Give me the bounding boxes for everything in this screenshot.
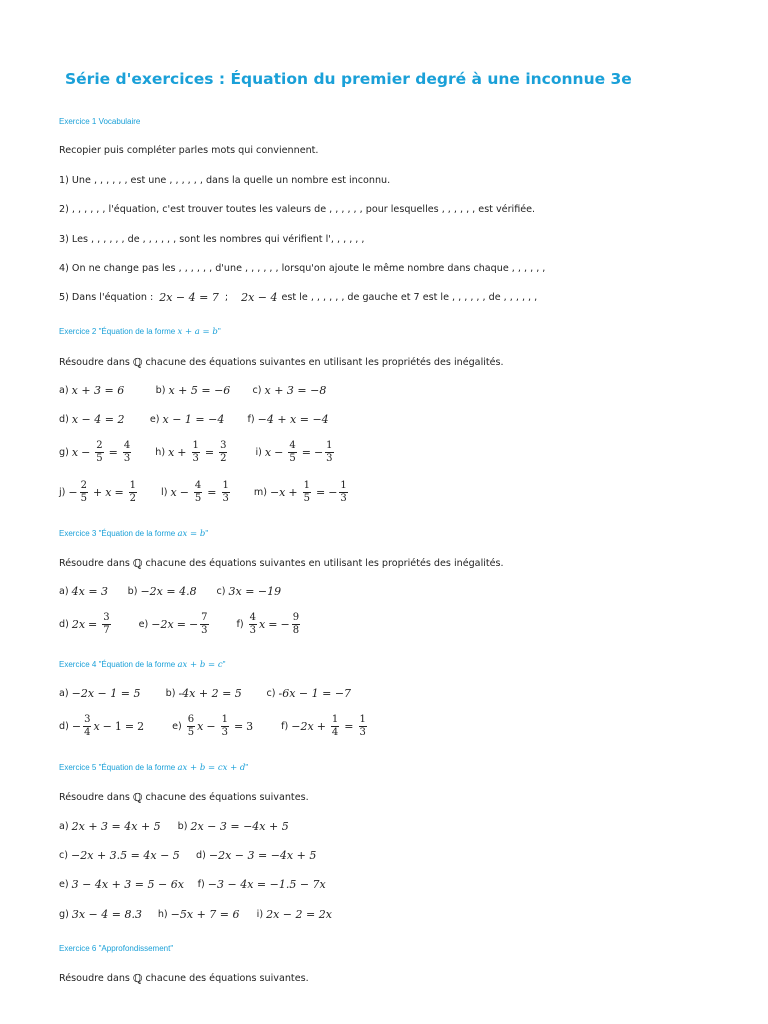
fraction-denominator: 3 [222, 493, 229, 504]
equation: −2x − 1 = 5 [71, 687, 141, 700]
equation: -4x + 2 = 5 [178, 687, 242, 700]
item-label: e) [172, 721, 182, 732]
var: −x [269, 486, 286, 499]
equation: 3x = −19 [228, 585, 282, 598]
equation: 2x + 3 = 4x + 5 [71, 820, 161, 833]
fraction-denominator: 5 [289, 453, 296, 464]
line-5-separator: ; [224, 292, 229, 303]
exercise-5-instruction [59, 791, 309, 804]
instruction-start: Résoudre dans [59, 357, 130, 368]
exercise-2-heading-math: x + a = b [177, 327, 218, 337]
number: 2 [137, 720, 145, 733]
op: = [176, 618, 186, 631]
var: x [105, 486, 112, 499]
exercise-5-row-2 [59, 849, 316, 862]
fraction [222, 480, 230, 505]
fraction [292, 612, 300, 637]
fraction-numerator: 4 [289, 440, 296, 451]
exercise-4-row-1 [59, 687, 351, 700]
item-label: a) [59, 821, 69, 832]
exercise-4-heading [59, 660, 225, 670]
fraction-denominator: 8 [292, 625, 300, 636]
exercise-2-heading-end: " [217, 327, 221, 336]
exercise-2-instruction [59, 356, 504, 369]
fraction [83, 714, 91, 739]
equation: 2x − 2 = 2x [266, 908, 332, 921]
var: x [197, 720, 204, 733]
exercise-5-heading [59, 763, 248, 773]
equation: -6x − 1 = −7 [278, 687, 352, 700]
exercise-3-heading-text: Exercice 3 "Équation de la forme [59, 529, 176, 538]
op: − [179, 486, 189, 499]
fraction-numerator: 1 [221, 714, 228, 725]
rationals-symbol: ℚ [132, 557, 143, 570]
item-label: d) [196, 850, 206, 861]
op: − [81, 446, 91, 459]
fraction-numerator: 3 [103, 612, 110, 623]
equation: x + 5 = −6 [168, 384, 231, 397]
equation: −2x − 3 = −4x + 5 [208, 849, 317, 862]
term: −2x [151, 618, 174, 631]
instruction-end: chacune des équations suivantes en utilisant les propriétés des inégalités. [145, 357, 504, 368]
number: 1 [114, 720, 122, 733]
item-label: a) [59, 385, 69, 396]
line-5-expression: 2x − 4 [241, 291, 278, 304]
exercise-3-instruction [59, 557, 504, 570]
exercise-5-row-3 [59, 878, 326, 891]
fraction [219, 440, 227, 465]
equation: 4x = 3 [71, 585, 109, 598]
fraction [288, 440, 296, 465]
fraction [249, 612, 257, 637]
item-label: c) [252, 385, 262, 396]
fraction-numerator: 3 [84, 714, 91, 725]
item-label: j) [59, 487, 66, 498]
exercise-3-heading-math: ax = b [177, 529, 206, 539]
fraction-denominator: 5 [303, 493, 310, 504]
op: = [344, 720, 354, 733]
fraction-denominator: 4 [331, 727, 339, 738]
equation: −4 + x = −4 [257, 413, 329, 426]
fraction-numerator: 1 [331, 714, 339, 725]
var: x [71, 446, 79, 459]
op: − [206, 720, 216, 733]
equation: −2x + 3.5 = 4x − 5 [71, 849, 180, 862]
op: − [280, 618, 290, 631]
op: − [274, 446, 284, 459]
item-label: e) [149, 414, 160, 425]
exercise-3-row-1 [59, 585, 281, 598]
item-label: c) [59, 850, 69, 861]
fraction-numerator: 1 [340, 480, 347, 491]
op: = [88, 618, 98, 631]
fraction-numerator: 4 [123, 440, 131, 451]
fraction-denominator: 3 [123, 453, 131, 464]
item-label: f) [197, 879, 205, 890]
fraction [123, 440, 131, 465]
fraction-numerator: 6 [187, 714, 195, 725]
item-label: h) [155, 447, 166, 458]
fraction [102, 612, 110, 637]
equation: x + 3 = 6 [71, 384, 125, 397]
exercise-3-row-2 [59, 612, 302, 637]
item-label: c) [216, 586, 226, 597]
op: = [315, 486, 326, 499]
var: x [168, 446, 175, 459]
equation: 2x − 3 = −4x + 5 [190, 820, 289, 833]
fraction-denominator: 5 [96, 453, 103, 464]
fraction-denominator: 5 [194, 493, 202, 504]
term: 2x [71, 618, 86, 631]
page-title: Série d'exercices : Équation du premier degré à une inconnue 3e [65, 70, 632, 88]
equation: −5x + 7 = 6 [170, 908, 240, 921]
item-label: i) [256, 909, 264, 920]
item-label: d) [59, 721, 69, 732]
fraction-numerator: 1 [359, 714, 366, 725]
item-label: b) [165, 688, 176, 699]
instruction-start: Résoudre dans [59, 792, 130, 803]
fraction-denominator: 5 [187, 727, 195, 738]
exercise-5-heading-end: " [245, 763, 249, 772]
fraction-numerator: 7 [201, 612, 208, 623]
item-label: d) [59, 619, 69, 630]
fraction [80, 480, 88, 505]
line-5-equation: 2x − 4 = 7 [159, 291, 219, 304]
fraction [325, 440, 333, 465]
op: − [188, 618, 199, 631]
instruction-end: chacune des équations suivantes. [145, 792, 309, 803]
fraction-denominator: 2 [220, 453, 227, 464]
op: = [207, 486, 217, 499]
fraction-numerator: 2 [96, 440, 103, 451]
equation: 3x − 4 = 8.3 [71, 908, 142, 921]
rationals-symbol: ℚ [132, 791, 143, 804]
fraction-numerator: 3 [220, 440, 227, 451]
rationals-symbol: ℚ [132, 972, 143, 985]
fraction-numerator: 4 [249, 612, 257, 623]
op: + [93, 486, 103, 499]
op: = [268, 618, 278, 631]
fraction [192, 440, 200, 465]
op: = [233, 720, 244, 733]
exercise-2-row-3 [59, 440, 336, 465]
instruction-end: chacune des équations suivantes en utilisant les propriétés des inégalités. [145, 558, 504, 569]
item-label: i) [255, 447, 262, 458]
var: x [264, 446, 272, 459]
fraction [359, 714, 367, 739]
fraction-denominator: 7 [103, 625, 110, 636]
exercise-3-heading-end: " [205, 529, 209, 538]
fraction-numerator: 1 [303, 480, 310, 491]
fraction [331, 714, 339, 739]
exercise-5-row-1 [59, 820, 289, 833]
term: −2x [291, 720, 314, 733]
var: x [93, 720, 100, 733]
fraction-numerator: 4 [194, 480, 202, 491]
item-label: b) [177, 821, 188, 832]
item-label: m) [253, 487, 267, 498]
exercise-2-row-2 [59, 413, 329, 426]
item-label: f) [247, 414, 255, 425]
equation: x − 4 = 2 [71, 413, 125, 426]
item-label: h) [157, 909, 168, 920]
fraction [339, 480, 347, 505]
instruction-start: Résoudre dans [59, 558, 130, 569]
exercise-4-heading-end: " [222, 660, 226, 669]
op: − [71, 720, 82, 733]
fraction-denominator: 3 [221, 727, 228, 738]
fraction-denominator: 5 [80, 493, 88, 504]
fraction-numerator: 1 [326, 440, 333, 451]
item-label: f) [236, 619, 244, 630]
exercise-5-row-4 [59, 908, 332, 921]
exercise-4-heading-math: ax + b = c [177, 660, 223, 670]
exercise-1-heading: Exercice 1 Vocabulaire [59, 117, 141, 126]
op: − [328, 486, 338, 499]
fraction [187, 714, 195, 739]
exercise-1-line-5 [59, 291, 540, 304]
item-label: d) [59, 414, 69, 425]
fraction [194, 480, 202, 505]
exercise-4-row-2 [59, 714, 369, 739]
rationals-symbol: ℚ [132, 356, 143, 369]
item-label: f) [281, 721, 289, 732]
var: x [259, 618, 266, 631]
fraction-numerator: 1 [222, 480, 229, 491]
fraction [221, 714, 229, 739]
fraction-denominator: 3 [249, 625, 257, 636]
fraction-numerator: 9 [292, 612, 300, 623]
item-label: a) [59, 688, 69, 699]
item-label: g) [59, 909, 69, 920]
op: = [114, 486, 124, 499]
op: + [288, 486, 298, 499]
item-label: b) [155, 385, 166, 396]
op: − [313, 446, 324, 459]
op: = [204, 446, 215, 459]
equation: −3 − 4x = −1.5 − 7x [207, 878, 326, 891]
fraction-denominator: 3 [326, 453, 333, 464]
exercise-1-line-2: 2) , , , , , , l'équation, c'est trouver toutes les valeurs de , , , , , , pour lesquelles , , , , , , est vérifiée. [59, 204, 536, 215]
fraction [95, 440, 103, 465]
exercise-3-heading [59, 529, 208, 539]
item-label: e) [59, 879, 69, 890]
line-5-intro: 5) Dans l'équation : [59, 292, 154, 303]
exercise-1-instruction: Recopier puis compléter parles mots qui conviennent. [59, 145, 319, 156]
equation: x − 1 = −4 [162, 413, 225, 426]
exercise-5-heading-math: ax + b = cx + d [177, 763, 246, 773]
exercise-1-line-4: 4) On ne change pas les , , , , , , d'une , , , , , , lorsqu'on ajoute le même nombre dans chaque , , , , , , [59, 263, 546, 274]
exercise-1-line-3: 3) Les , , , , , , de , , , , , , sont les nombres qui vérifient l', , , , , , [59, 234, 365, 245]
instruction-end: chacune des équations suivantes. [145, 973, 309, 984]
fraction-numerator: 1 [192, 440, 199, 451]
equation: 3 − 4x + 3 = 5 − 6x [71, 878, 184, 891]
fraction-denominator: 4 [84, 727, 91, 738]
var: x [170, 486, 177, 499]
exercise-5-heading-text: Exercice 5 "Équation de la forme [59, 763, 176, 772]
fraction-numerator: 1 [129, 480, 137, 491]
item-label: l) [161, 487, 168, 498]
item-label: g) [59, 447, 69, 458]
equation: −2x = 4.8 [140, 585, 197, 598]
fraction-denominator: 3 [192, 453, 199, 464]
exercise-6-instruction [59, 972, 309, 985]
number: 3 [246, 720, 254, 733]
op: = [108, 446, 118, 459]
item-label: a) [59, 586, 69, 597]
op: + [177, 446, 187, 459]
instruction-start: Résoudre dans [59, 973, 130, 984]
fraction-denominator: 3 [340, 493, 347, 504]
exercise-1-line-1: 1) Une , , , , , , est une , , , , , , dans la quelle un nombre est inconnu. [59, 175, 391, 186]
exercise-4-heading-text: Exercice 4 "Équation de la forme [59, 660, 176, 669]
fraction [129, 480, 137, 505]
exercise-2-heading-text: Exercice 2 "Équation de la forme [59, 327, 176, 336]
exercise-2-heading [59, 327, 221, 337]
fraction-denominator: 3 [359, 727, 366, 738]
fraction-denominator: 3 [201, 625, 208, 636]
item-label: e) [138, 619, 149, 630]
exercise-6-heading: Exercice 6 "Approfondissement" [59, 944, 174, 953]
op: + [316, 720, 326, 733]
exercise-2-row-1 [59, 384, 326, 397]
item-label: b) [127, 586, 138, 597]
line-5-rest: est le , , , , , , de gauche et 7 est le , , , , , , de , , , , , , [281, 292, 538, 303]
fraction [200, 612, 208, 637]
exercise-2-row-4 [59, 480, 350, 505]
op: − [102, 720, 112, 733]
op: = [301, 446, 311, 459]
item-label: c) [266, 688, 276, 699]
fraction [303, 480, 311, 505]
op: − [68, 486, 78, 499]
fraction-denominator: 2 [129, 493, 137, 504]
fraction-numerator: 2 [80, 480, 88, 491]
op: = [124, 720, 135, 733]
equation: x + 3 = −8 [264, 384, 327, 397]
